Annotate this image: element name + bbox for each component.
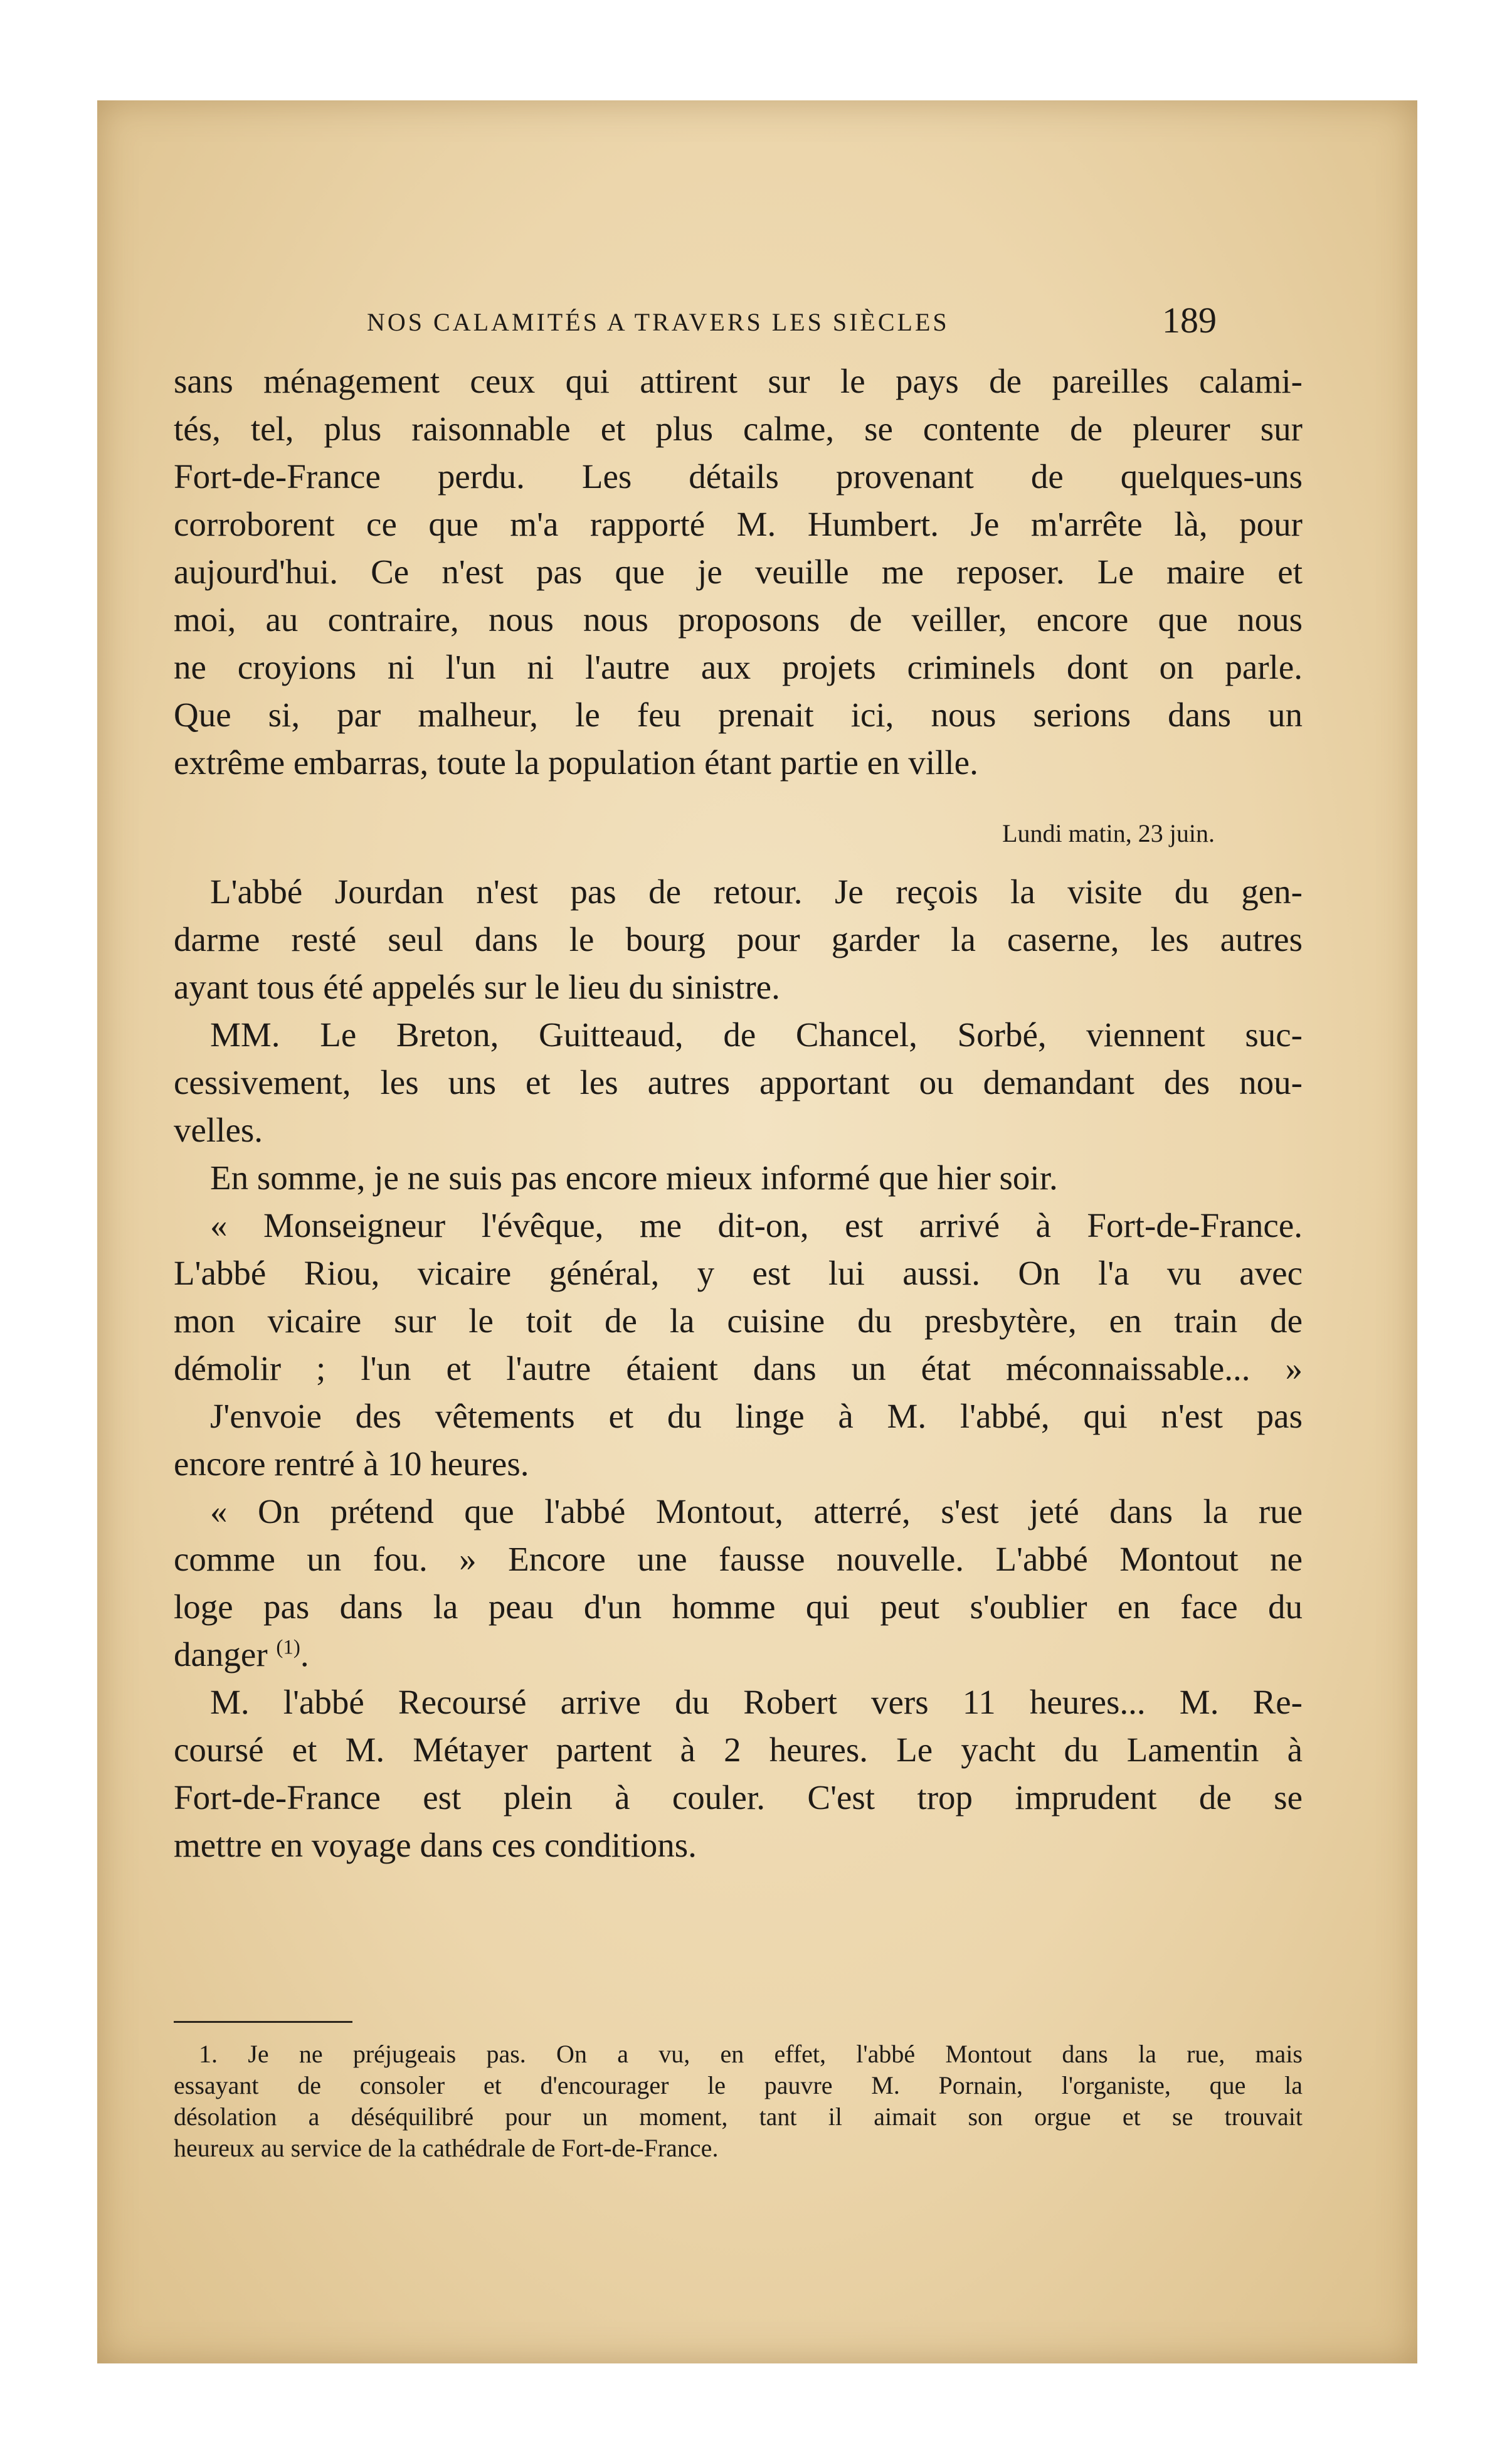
text-line: loge pas dans la peau d'un homme qui peut s'oublier en face du: [174, 1588, 1303, 1626]
text-fragment: .: [300, 1635, 309, 1673]
footnote-marker[interactable]: (1): [276, 1636, 300, 1659]
footnotes: [174, 2039, 1303, 2164]
text-line: En somme, je ne suis pas encore mieux informé que hier soir.: [210, 1159, 1058, 1197]
footnote-line: 1. Je ne préjugeais pas. On a vu, en effet, l'abbé Montout dans la rue, mais: [199, 2040, 1303, 2068]
text-line: darme resté seul dans le bourg pour garder la caserne, les autres: [174, 920, 1303, 958]
footnote-line: désolation a déséquilibré pour un moment, tant il aimait son orgue et se trouvait: [174, 2103, 1303, 2131]
text-line: aujourd'hui. Ce n'est pas que je veuille me reposer. Le maire et: [174, 553, 1303, 591]
text-line: M. l'abbé Recoursé arrive du Robert vers 11 heures... M. Re-: [210, 1683, 1303, 1721]
text-line: L'abbé Jourdan n'est pas de retour. Je reçois la visite du gen-: [210, 872, 1303, 911]
text-line: Fort-de-France est plein à couler. C'est trop imprudent de se: [174, 1778, 1303, 1816]
text-line: extrême embarras, toute la population étant partie en ville.: [174, 743, 978, 782]
text-line: « Monseigneur l'évêque, me dit-on, est arrivé à Fort-de-France.: [210, 1206, 1303, 1244]
text-line: mettre en voyage dans ces conditions.: [174, 1826, 697, 1864]
text-line: démolir ; l'un et l'autre étaient dans un état méconnaissable... »: [174, 1349, 1303, 1387]
text-line: mon vicaire sur le toit de la cuisine du presbytère, en train de: [174, 1302, 1303, 1340]
footnote-line: heureux au service de la cathédrale de Fort-de-France.: [174, 2134, 719, 2162]
footnote-divider: [174, 2021, 352, 2023]
text-line: sans ménagement ceux qui attirent sur le pays de pareilles calami-: [174, 362, 1303, 400]
text-line: encore rentré à 10 heures.: [174, 1445, 529, 1483]
text-line: coursé et M. Métayer partent à 2 heures. Le yacht du Lamentin à: [174, 1731, 1303, 1769]
text-line: tés, tel, plus raisonnable et plus calme, se contente de pleurer sur: [174, 410, 1303, 448]
text-line: MM. Le Breton, Guitteaud, de Chancel, Sorbé, viennent suc-: [210, 1016, 1303, 1054]
running-title: NOS CALAMITÉS A TRAVERS LES SIÈCLES: [367, 308, 949, 336]
text-line: Que si, par malheur, le feu prenait ici, nous serions dans un: [174, 696, 1303, 734]
text-fragment: danger: [174, 1635, 268, 1673]
text-line: [174, 1631, 1303, 1678]
text-line: comme un fou. » Encore une fausse nouvelle. L'abbé Montout ne: [174, 1540, 1303, 1578]
text-line: Fort-de-France perdu. Les détails provenant de quelques-uns: [174, 457, 1303, 496]
text-line: L'abbé Riou, vicaire général, y est lui aussi. On l'a vu avec: [174, 1254, 1303, 1292]
body-text: [174, 358, 1303, 1869]
text-line: corroborent ce que m'a rapporté M. Humbert. Je m'arrête là, pour: [174, 505, 1303, 543]
footnote-line: essayant de consoler et d'encourager le pauvre M. Pornain, l'organiste, que la: [174, 2071, 1303, 2099]
running-head: [97, 296, 1417, 346]
book-page: [97, 100, 1417, 2363]
text-line: velles.: [174, 1111, 263, 1149]
text-line: ayant tous été appelés sur le lieu du sinistre.: [174, 968, 780, 1006]
page-number: 189: [1162, 300, 1217, 341]
text-line: ne croyions ni l'un ni l'autre aux projets criminels dont on parle.: [174, 648, 1303, 686]
text-line: « On prétend que l'abbé Montout, atterré, s'est jeté dans la rue: [210, 1492, 1303, 1530]
dateline: Lundi matin, 23 juin.: [1002, 819, 1215, 847]
text-line: moi, au contraire, nous nous proposons de veiller, encore que nous: [174, 600, 1303, 639]
text-line: cessivement, les uns et les autres apportant ou demandant des nou-: [174, 1063, 1303, 1101]
text-line: J'envoie des vêtements et du linge à M. l'abbé, qui n'est pas: [210, 1397, 1303, 1435]
